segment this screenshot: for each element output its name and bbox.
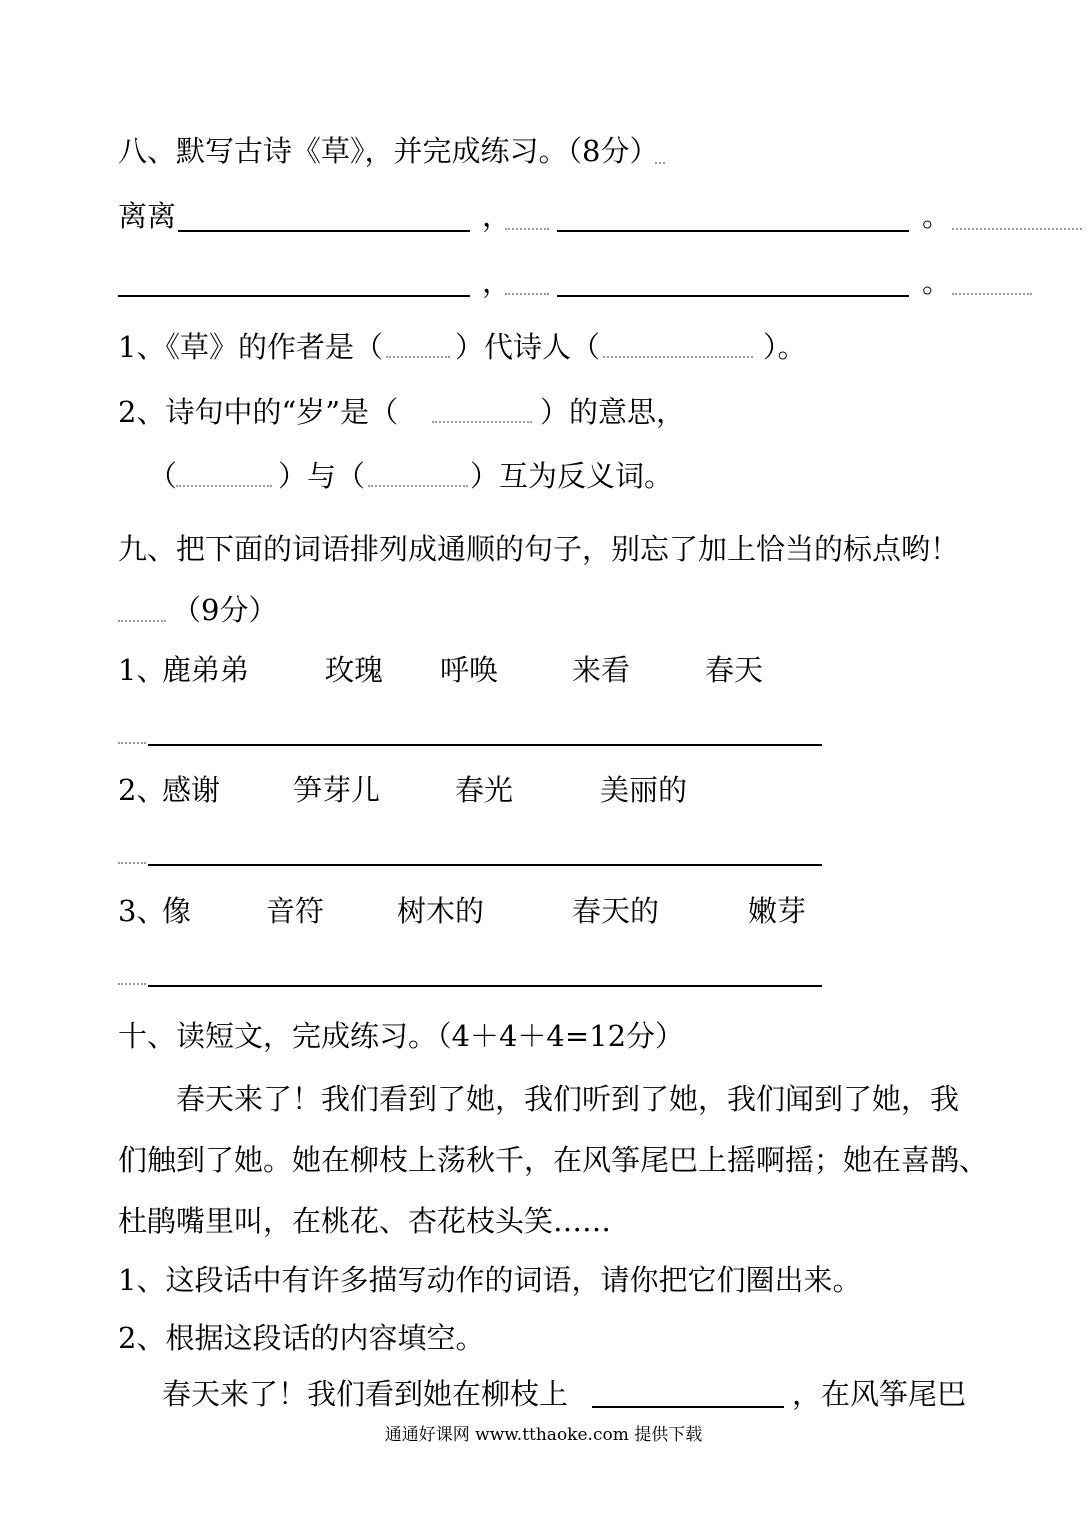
item3-word: 嫩芽 bbox=[748, 894, 807, 928]
item1-word: 来看 bbox=[572, 653, 631, 687]
dotted-filler bbox=[952, 228, 1082, 230]
item2-word: 感谢 bbox=[162, 773, 221, 807]
item1-word: 呼唤 bbox=[440, 653, 499, 687]
poem-comma-1: ， bbox=[482, 199, 512, 233]
item3-word: 音符 bbox=[266, 894, 325, 928]
dotted-filler bbox=[655, 162, 665, 164]
passage-line: 杜鹃嘴里叫，在桃花、杏花枝头笑…… bbox=[118, 1204, 612, 1238]
footer-credit: 通通好课网 www.tthaoke.com 提供下载 bbox=[384, 1425, 703, 1445]
dotted-filler bbox=[952, 293, 1032, 295]
item3-word: 树木的 bbox=[397, 894, 485, 928]
q2-blank-meaning[interactable] bbox=[432, 421, 532, 423]
q2c-text-c: ）互为反义词。 bbox=[470, 459, 674, 493]
passage-line: 春天来了！我们看到了她，我们听到了她，我们闻到了她，我 bbox=[176, 1082, 960, 1116]
section10-title: 十、读短文，完成练习。（4＋4＋4=12分） bbox=[118, 1019, 685, 1053]
dotted-filler bbox=[118, 862, 146, 864]
dotted-filler bbox=[118, 983, 146, 985]
item2-num: 2、 bbox=[118, 773, 166, 807]
item3-num: 3、 bbox=[118, 894, 166, 928]
section9-score: （9分） bbox=[172, 593, 278, 627]
item1-word: 春天 bbox=[705, 653, 764, 687]
item1-word: 鹿弟弟 bbox=[162, 653, 250, 687]
item3-word: 春天的 bbox=[572, 894, 660, 928]
poem-blank-1[interactable] bbox=[178, 230, 470, 232]
item1-word: 玫瑰 bbox=[325, 653, 384, 687]
q1-text-a: 1、《草》的作者是（ bbox=[118, 330, 383, 364]
q2c-text-b: ）与（ bbox=[278, 459, 366, 493]
q1-blank-poet[interactable] bbox=[603, 356, 753, 358]
item2-word: 春光 bbox=[455, 773, 514, 807]
item3-word: 像 bbox=[162, 894, 192, 928]
fill-text-b: ，在风筝尾巴 bbox=[792, 1377, 967, 1411]
passage-line: 们触到了她。她在柳枝上荡秋千，在风筝尾巴上摇啊摇；她在喜鹊、 bbox=[118, 1143, 989, 1177]
item1-answer-line[interactable] bbox=[148, 744, 822, 746]
section10-q1: 1、这段话中有许多描写动作的词语，请你把它们圈出来。 bbox=[118, 1263, 862, 1297]
item2-word: 美丽的 bbox=[600, 773, 688, 807]
section10-q2: 2、根据这段话的内容填空。 bbox=[118, 1321, 485, 1355]
item2-word: 笋芽儿 bbox=[293, 773, 381, 807]
dotted-filler bbox=[118, 742, 146, 744]
dotted-filler bbox=[118, 620, 166, 622]
q1-text-b: ）代诗人（ bbox=[455, 330, 601, 364]
q2-blank-antonym-2[interactable] bbox=[368, 485, 468, 487]
q1-blank-dynasty[interactable] bbox=[386, 356, 450, 358]
item3-answer-line[interactable] bbox=[148, 985, 822, 987]
dotted-filler bbox=[505, 293, 549, 295]
fill-blank-willow[interactable] bbox=[592, 1406, 784, 1408]
item2-answer-line[interactable] bbox=[148, 864, 822, 866]
q2-blank-antonym-1[interactable] bbox=[176, 485, 272, 487]
poem-period-1: 。 bbox=[922, 199, 952, 233]
poem-blank-2[interactable] bbox=[557, 230, 909, 232]
q1-text-c: ）。 bbox=[763, 330, 807, 364]
q2-text-a: 2、诗句中的“岁”是（ bbox=[118, 395, 399, 429]
section8-title: 八、默写古诗《草》，并完成练习。（8分） bbox=[118, 134, 659, 168]
dotted-filler bbox=[505, 228, 549, 230]
item1-num: 1、 bbox=[118, 653, 166, 687]
poem-line1-start: 离离 bbox=[118, 199, 177, 233]
fill-text-a: 春天来了！我们看到她在柳枝上 bbox=[162, 1377, 569, 1411]
poem-blank-3[interactable] bbox=[118, 295, 470, 297]
section9-title: 九、把下面的词语排列成通顺的句子，别忘了加上恰当的标点哟！ bbox=[118, 532, 960, 566]
poem-blank-4[interactable] bbox=[557, 295, 909, 297]
poem-comma-2: ， bbox=[482, 265, 512, 299]
q2c-text-a: （ bbox=[148, 459, 178, 493]
poem-period-2: 。 bbox=[922, 265, 952, 299]
q2-text-b: ）的意思， bbox=[540, 395, 686, 429]
